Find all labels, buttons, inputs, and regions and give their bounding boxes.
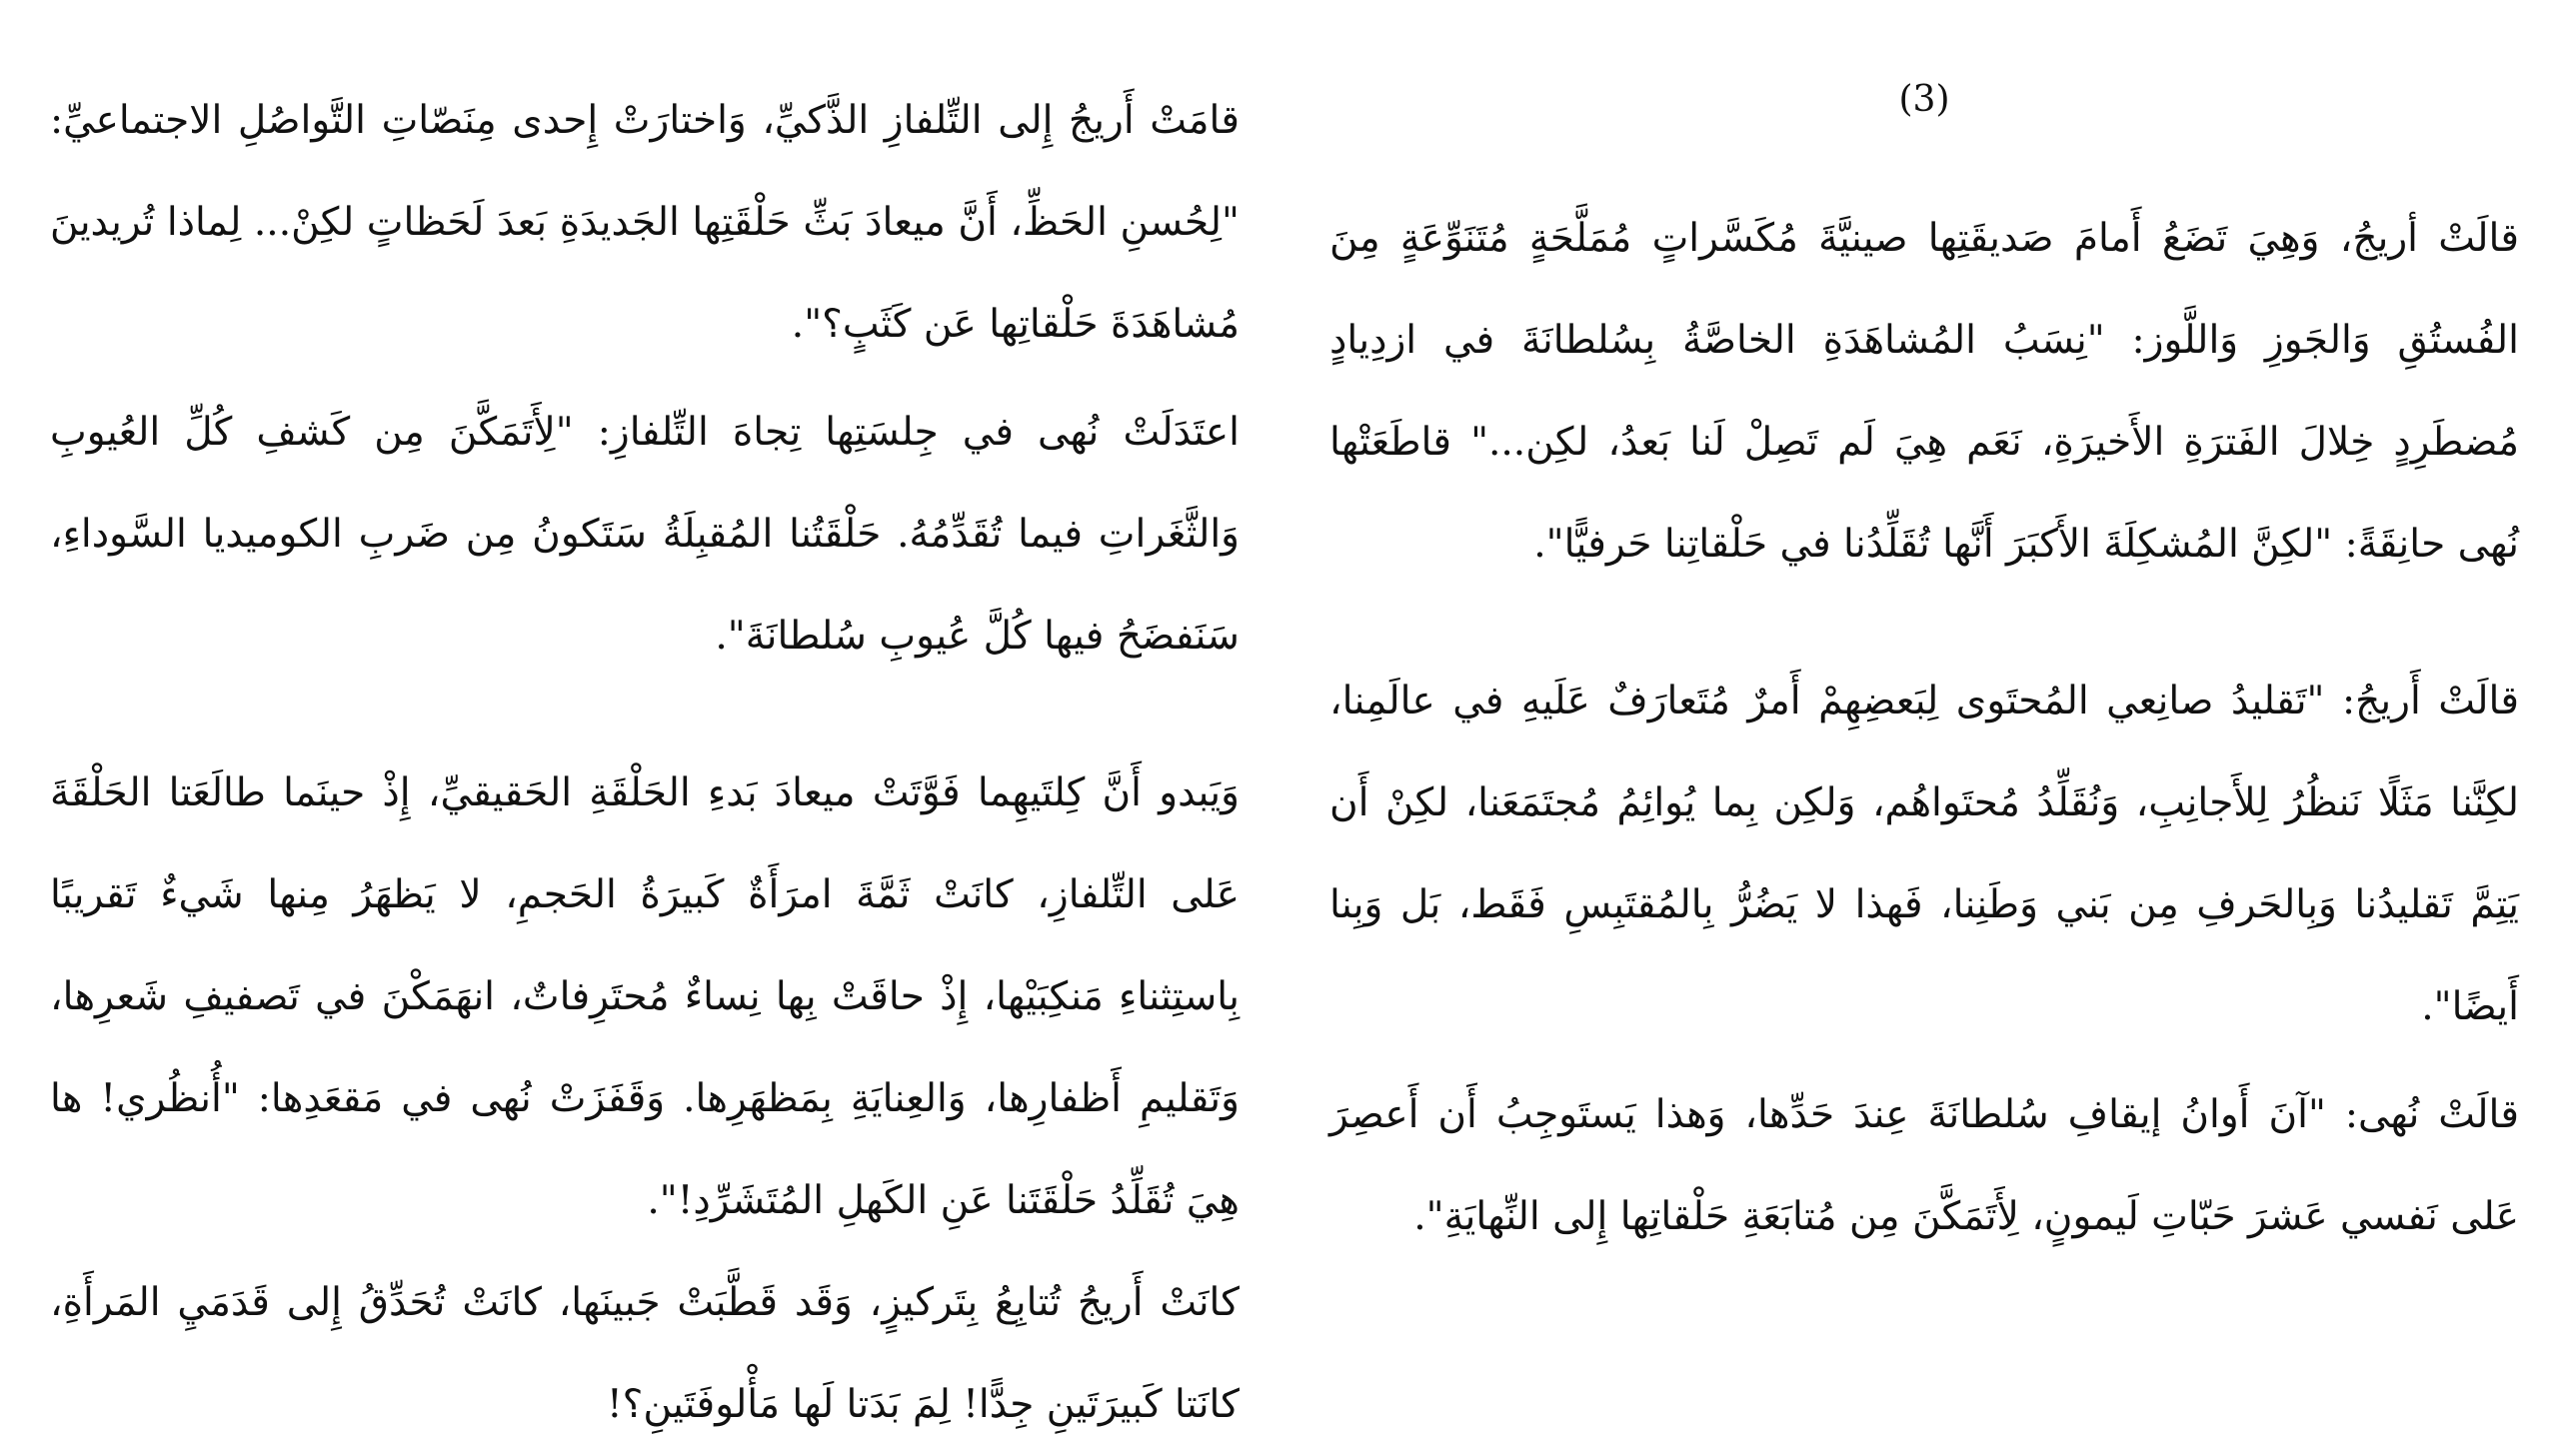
left-column [50,70,1240,1456]
paragraph: اعتَدَلَتْ نُهى في جِلسَتِها تِجاهَ التِّلفازِ: "لِأَتَمَكَّنَ مِن كَشفِ كُلِّ العُيوبِ وَالثَّغَراتِ فيما تُقَدِّمُهُ. حَلْقَتُنا المُقبِلَةُ سَتَكونُ مِن ضَربِ الكوميديا السَّوداءِ، سَنَفضَحُ فيها كُلَّ عُيوبِ سُلطانَةَ". [50,410,1240,659]
paragraph: قالَتْ نُهى: "آنَ أَوانُ إيقافِ سُلطانَةَ عِندَ حَدِّها، وَهذا يَستَوجِبُ أَن أَعصِرَ عَلى نَفسي عَشرَ حَبّاتِ لَيمونٍ، لِأَتَمَكَّنَ مِن مُتابَعَةِ حَلْقاتِها إِلى النِّهايَةِ". [1329,1092,2519,1239]
paragraph: قامَتْ أَريجُ إِلى التِّلفازِ الذَّكيِّ، وَاختارَتْ إِحدى مِنَصّاتِ التَّواصُلِ الاجتماعيِّ: "لِحُسنِ الحَظِّ، أَنَّ ميعادَ بَثِّ حَلْقَتِها الجَديدَةِ بَعدَ لَحَظاتٍ لكِنْ... لِماذا تُريدينَ مُشاهَدَةَ حَلْقاتِها عَن كَثَبٍ؟". [50,98,1240,347]
paragraph: قالَتْ أَريجُ: "تَقليدُ صانِعي المُحتَوى لِبَعضِهِمْ أَمرٌ مُتَعارَفٌ عَلَيهِ في عالَمِنا، لكِنَّنا مَثَلًا نَنظُرُ لِلأَجانِبِ، وَنُقَلِّدُ مُحتَواهُم، وَلكِن بِما يُوائِمُ مُجتَمَعَنا، لكِنْ أَن يَتِمَّ تَقليدُنا وَبِالحَرفِ مِن بَني وَطَنِنا، فَهذا لا يَضُرُّ بِالمُقتَبِسِ فَقَط، بَل وَبِنا أَيضًا". [1329,679,2519,1029]
paragraph: كانَتْ أَريجُ تُتابِعُ بِتَركيزٍ، وَقَد قَطَّبَتْ جَبينَها، كانَتْ تُحَدِّقُ إِلى قَدَمَيِ المَرأَةِ، كانَتا كَبيرَتَينِ جِدًّا! لِمَ بَدَتا لَها مَأْلوفَتَينِ؟! [50,1280,1240,1427]
paragraph: قالَتْ أريجُ، وَهِيَ تَضَعُ أَمامَ صَديقَتِها صينيَّةَ مُكَسَّراتٍ مُمَلَّحَةٍ مُتَنَوِّعَةٍ مِنَ الفُستُقِ وَالجَوزِ وَاللَّوز: "نِسَبُ المُشاهَدَةِ الخاصَّةُ بِسُلطانَةَ في ازدِيادٍ مُضطَرِدٍ خِلالَ الفَترَةِ الأَخيرَةِ، نَعَم هِيَ لَم تَصِلْ لَنا بَعدُ، لكِن..." قاطَعَتْها نُهى حانِقَةً: "لكِنَّ المُشكِلَةَ الأَكبَرَ أَنَّها تُقَلِّدُنا في حَلْقاتِنا حَرفيًّا". [1329,216,2519,567]
right-column [1329,70,2519,1268]
paragraph: وَيَبدو أَنَّ كِلتَيهِما فَوَّتَتْ ميعادَ بَدءِ الحَلْقَةِ الحَقيقيِّ، إِذْ حينَما طالَعَتا الحَلْقَةَ عَلى التِّلفازِ، كانَتْ ثَمَّةَ امرَأَةٌ كَبيرَةُ الحَجمِ، لا يَظهَرُ مِنها شَيءٌ تَقريبًا بِاستِثناءِ مَنكِبَيْها، إِذْ حاقَتْ بِها نِساءٌ مُحتَرِفاتٌ، انهَمَكْنَ في تَصفيفِ شَعرِها، وَتَقليمِ أَظفارِها، وَالعِنايَةِ بِمَظهَرِها. وَقَفَزَتْ نُهى في مَقعَدِها: "أُنظُري! ها هِيَ تُقَلِّدُ حَلْقَتَنا عَنِ الكَهلِ المُتَشَرِّدِ!". [50,770,1240,1223]
page-number: (3) [1898,79,1950,120]
